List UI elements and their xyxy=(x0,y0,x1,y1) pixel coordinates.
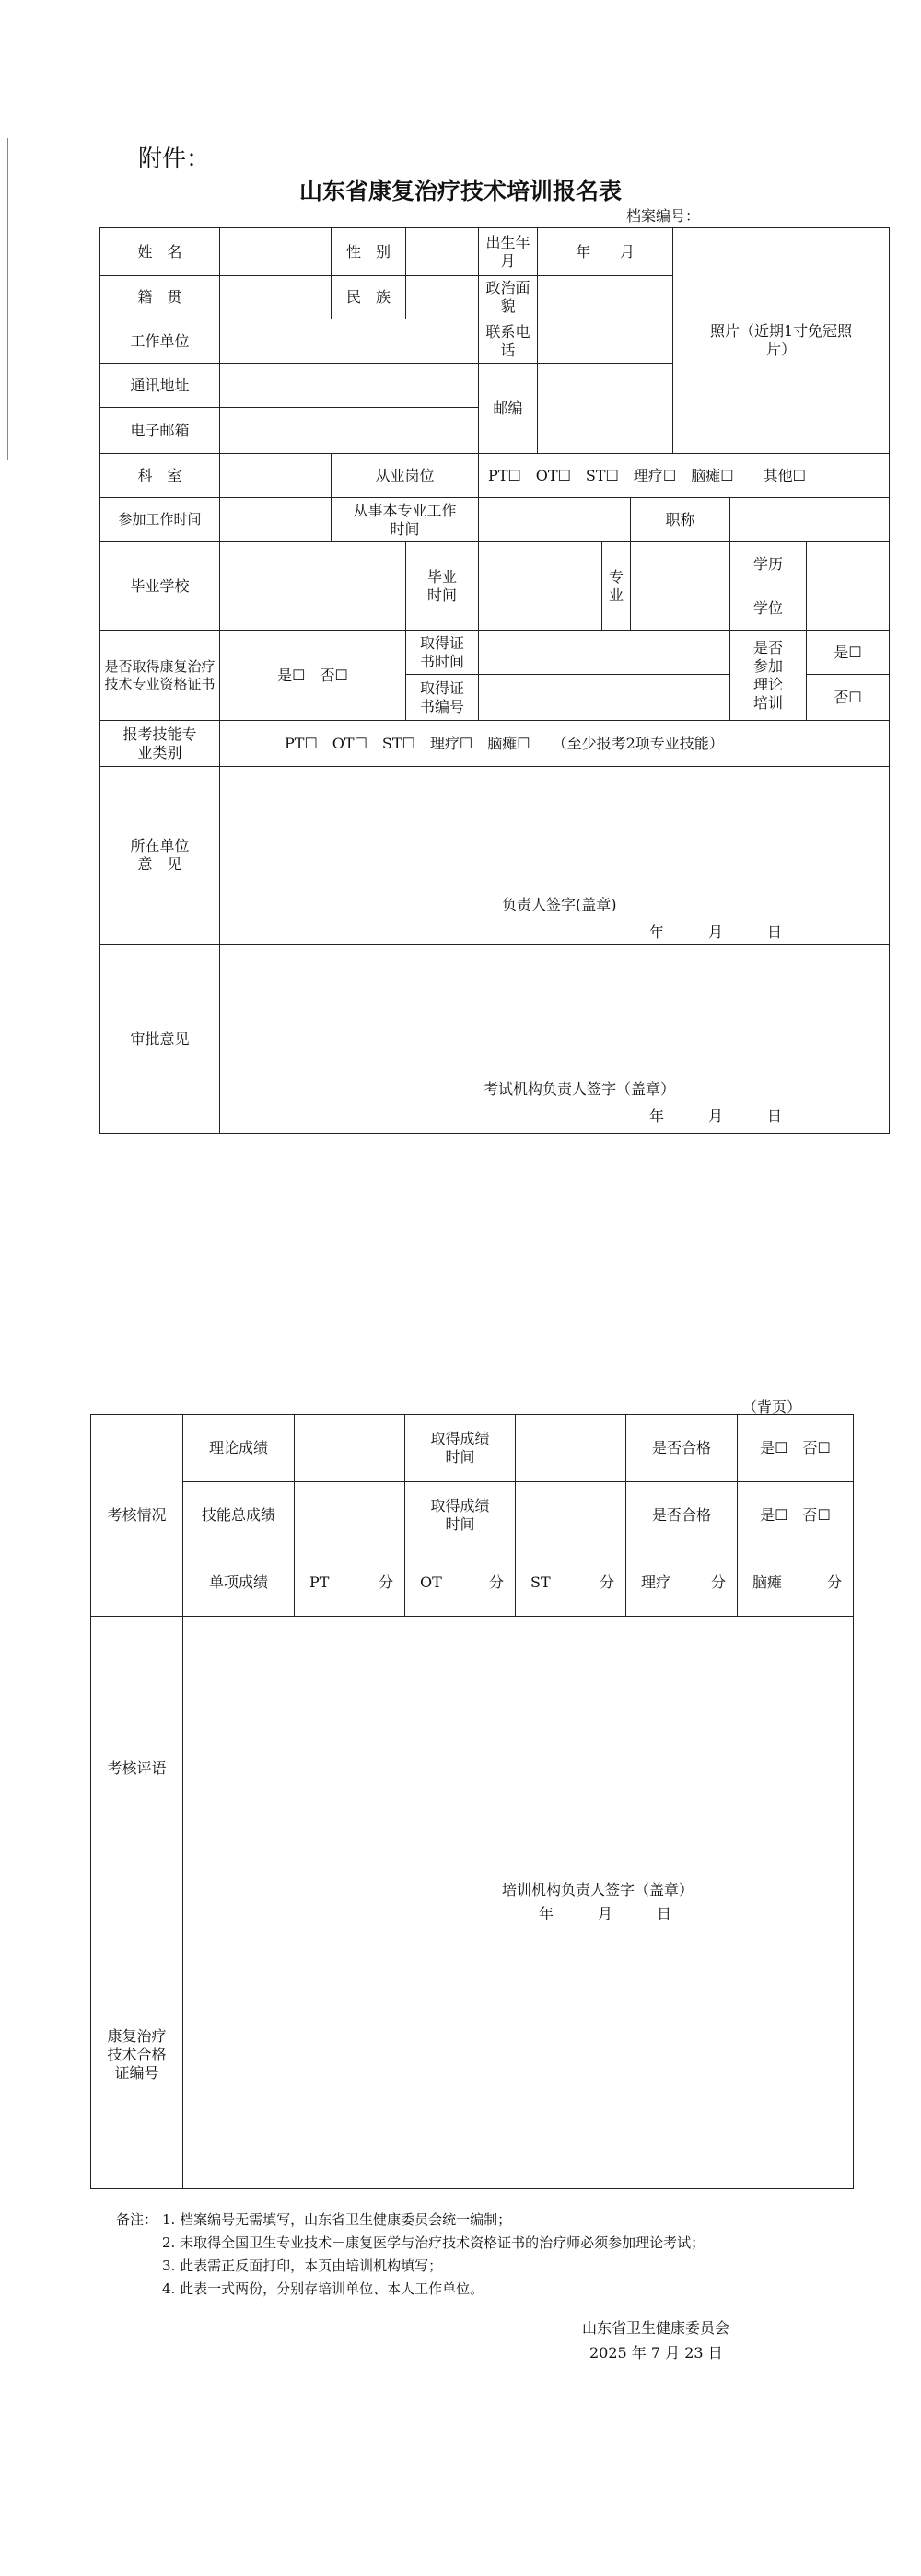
school-label: 毕业学校 xyxy=(100,542,220,631)
single-item-unit: 分 xyxy=(826,1573,842,1591)
education-field[interactable] xyxy=(807,542,890,586)
cert-question-options[interactable]: 是☐ 否☐ xyxy=(220,631,406,721)
cert-time-field[interactable] xyxy=(479,631,730,675)
contact-phone-label: 联系电话 xyxy=(479,319,538,364)
registration-table xyxy=(99,227,890,1134)
name-field[interactable] xyxy=(220,228,332,276)
major-field[interactable] xyxy=(631,542,730,631)
cert-time-label: 取得证书时间 xyxy=(406,631,479,675)
form-title: 山东省康复治疗技术培训报名表 xyxy=(298,178,622,204)
specialty-start-label: 从事本专业工作时间 xyxy=(332,498,479,542)
email-field[interactable] xyxy=(220,408,479,454)
single-item-unit: 分 xyxy=(488,1573,504,1591)
political-field[interactable] xyxy=(538,276,673,319)
unit-opinion-field[interactable] xyxy=(220,767,890,945)
workunit-field[interactable] xyxy=(220,319,479,364)
native-field[interactable] xyxy=(220,276,332,319)
dept-field[interactable] xyxy=(220,454,332,498)
degree-label: 学位 xyxy=(730,586,807,631)
approval-sign-date: 年 月 日 xyxy=(649,1108,783,1125)
single-item-name: ST xyxy=(530,1573,551,1591)
gender-label: 性 别 xyxy=(332,228,406,276)
workunit-label: 工作单位 xyxy=(100,319,220,364)
address-label: 通讯地址 xyxy=(100,364,220,408)
comment-field[interactable] xyxy=(183,1617,854,1920)
theory-score-field[interactable] xyxy=(295,1415,405,1482)
theory-pass-label: 是否合格 xyxy=(626,1415,738,1482)
skill-type-label: 报考技能专业类别 xyxy=(100,721,220,767)
school-field[interactable] xyxy=(220,542,406,631)
exam-label: 考核情况 xyxy=(91,1415,183,1617)
education-label: 学历 xyxy=(730,542,807,586)
cert-no-field[interactable] xyxy=(479,675,730,721)
single-item-name: OT xyxy=(420,1573,442,1591)
ethnic-label: 民 族 xyxy=(332,276,406,319)
dept-label: 科 室 xyxy=(100,454,220,498)
single-item-name: PT xyxy=(309,1573,330,1591)
unit-sign-label: 负责人签字(盖章) xyxy=(502,896,617,913)
note-item: 3. 此表需正反面打印，本页由培训机构填写； xyxy=(162,2257,443,2274)
major-label: 专业 xyxy=(602,542,631,631)
gender-field[interactable] xyxy=(406,228,479,276)
theory-score-label: 理论成绩 xyxy=(183,1415,295,1482)
birth-field[interactable]: 年 月 xyxy=(538,228,673,276)
single-score-item[interactable] xyxy=(626,1549,738,1617)
single-item-name: 脑瘫 xyxy=(752,1573,783,1591)
note-item: 1. 档案编号无需填写，山东省卫生健康委员会统一编制； xyxy=(162,2211,512,2228)
single-score-label: 单项成绩 xyxy=(183,1549,295,1617)
theory-yes-box[interactable]: 是☐ xyxy=(807,631,890,675)
grad-time-label: 毕业时间 xyxy=(406,542,479,631)
address-field[interactable] xyxy=(220,364,479,408)
cert-number-label: 康复治疗技术合格证编号 xyxy=(91,1920,183,2189)
notes-label: 备注： xyxy=(116,2211,158,2228)
training-sign-date: 年 月 日 xyxy=(539,1905,672,1922)
skill-score-field[interactable] xyxy=(295,1482,405,1549)
birth-label: 出生年月 xyxy=(479,228,538,276)
attachment-label: 附件： xyxy=(138,145,211,173)
skill-type-options[interactable]: PT☐ OT☐ ST☐ 理疗☐ 脑瘫☐ （至少报考2项专业技能） xyxy=(220,721,890,767)
skill-pass-label: 是否合格 xyxy=(626,1482,738,1549)
unit-opinion-label: 所在单位意 见 xyxy=(100,767,220,945)
assessment-table xyxy=(90,1414,854,2189)
single-item-unit: 分 xyxy=(599,1573,614,1591)
contact-phone-field[interactable] xyxy=(538,319,673,364)
work-start-label: 参加工作时间 xyxy=(100,498,220,542)
theory-time-label: 取得成绩时间 xyxy=(405,1415,516,1482)
single-item-unit: 分 xyxy=(378,1573,393,1591)
unit-sign-date: 年 月 日 xyxy=(649,923,783,941)
title-field[interactable] xyxy=(730,498,890,542)
issue-date: 2025 年 7 月 23 日 xyxy=(589,2344,723,2361)
single-item-unit: 分 xyxy=(710,1573,726,1591)
single-score-item[interactable] xyxy=(295,1549,405,1617)
single-score-item[interactable] xyxy=(516,1549,626,1617)
single-score-item[interactable] xyxy=(405,1549,516,1617)
cert-no-label: 取得证书编号 xyxy=(406,675,479,721)
approval-field[interactable] xyxy=(220,945,890,1134)
skill-score-label: 技能总成绩 xyxy=(183,1482,295,1549)
skill-pass-options[interactable]: 是☐ 否☐ xyxy=(738,1482,854,1549)
training-sign-label: 培训机构负责人签字（盖章） xyxy=(502,1881,694,1898)
single-item-name: 理疗 xyxy=(641,1573,671,1591)
grad-time-field[interactable] xyxy=(479,542,602,631)
theory-time-field[interactable] xyxy=(516,1415,626,1482)
ethnic-field[interactable] xyxy=(406,276,479,319)
note-item: 2. 未取得全国卫生专业技术－康复医学与治疗技术资格证书的治疗师必须参加理论考试； xyxy=(162,2234,705,2251)
email-label: 电子邮箱 xyxy=(100,408,220,454)
note-item: 4. 此表一式两份，分别存培训单位、本人工作单位。 xyxy=(162,2280,484,2297)
approval-label: 审批意见 xyxy=(100,945,220,1134)
title-label: 职称 xyxy=(631,498,730,542)
comment-label: 考核评语 xyxy=(91,1617,183,1920)
post-options[interactable]: PT☐ OT☐ ST☐ 理疗☐ 脑瘫☐ 其他☐ xyxy=(479,454,890,498)
specialty-start-field[interactable] xyxy=(479,498,631,542)
political-label: 政治面貌 xyxy=(479,276,538,319)
theory-question-label: 是否参加理论培训 xyxy=(730,631,807,721)
theory-pass-options[interactable]: 是☐ 否☐ xyxy=(738,1415,854,1482)
back-page-label: （背页） xyxy=(742,1398,802,1416)
cert-question-label: 是否取得康复治疗技术专业资格证书 xyxy=(100,631,220,721)
skill-time-label: 取得成绩时间 xyxy=(405,1482,516,1549)
archive-no-label: 档案编号： xyxy=(626,207,701,225)
postcode-label: 邮编 xyxy=(479,364,538,454)
skill-time-field[interactable] xyxy=(516,1482,626,1549)
post-label: 从业岗位 xyxy=(332,454,479,498)
native-label: 籍 贯 xyxy=(100,276,220,319)
name-label: 姓 名 xyxy=(100,228,220,276)
degree-field[interactable] xyxy=(807,586,890,631)
work-start-field[interactable] xyxy=(220,498,332,542)
single-score-item[interactable] xyxy=(738,1549,854,1617)
approval-sign-label: 考试机构负责人签字（盖章） xyxy=(484,1080,676,1097)
postcode-field[interactable] xyxy=(538,364,673,454)
cert-number-field[interactable] xyxy=(183,1920,854,2189)
photo-box: 照片（近期1寸免冠照片） xyxy=(673,228,890,454)
issuer: 山东省卫生健康委员会 xyxy=(582,2319,730,2337)
theory-no-box[interactable]: 否☐ xyxy=(807,675,890,721)
